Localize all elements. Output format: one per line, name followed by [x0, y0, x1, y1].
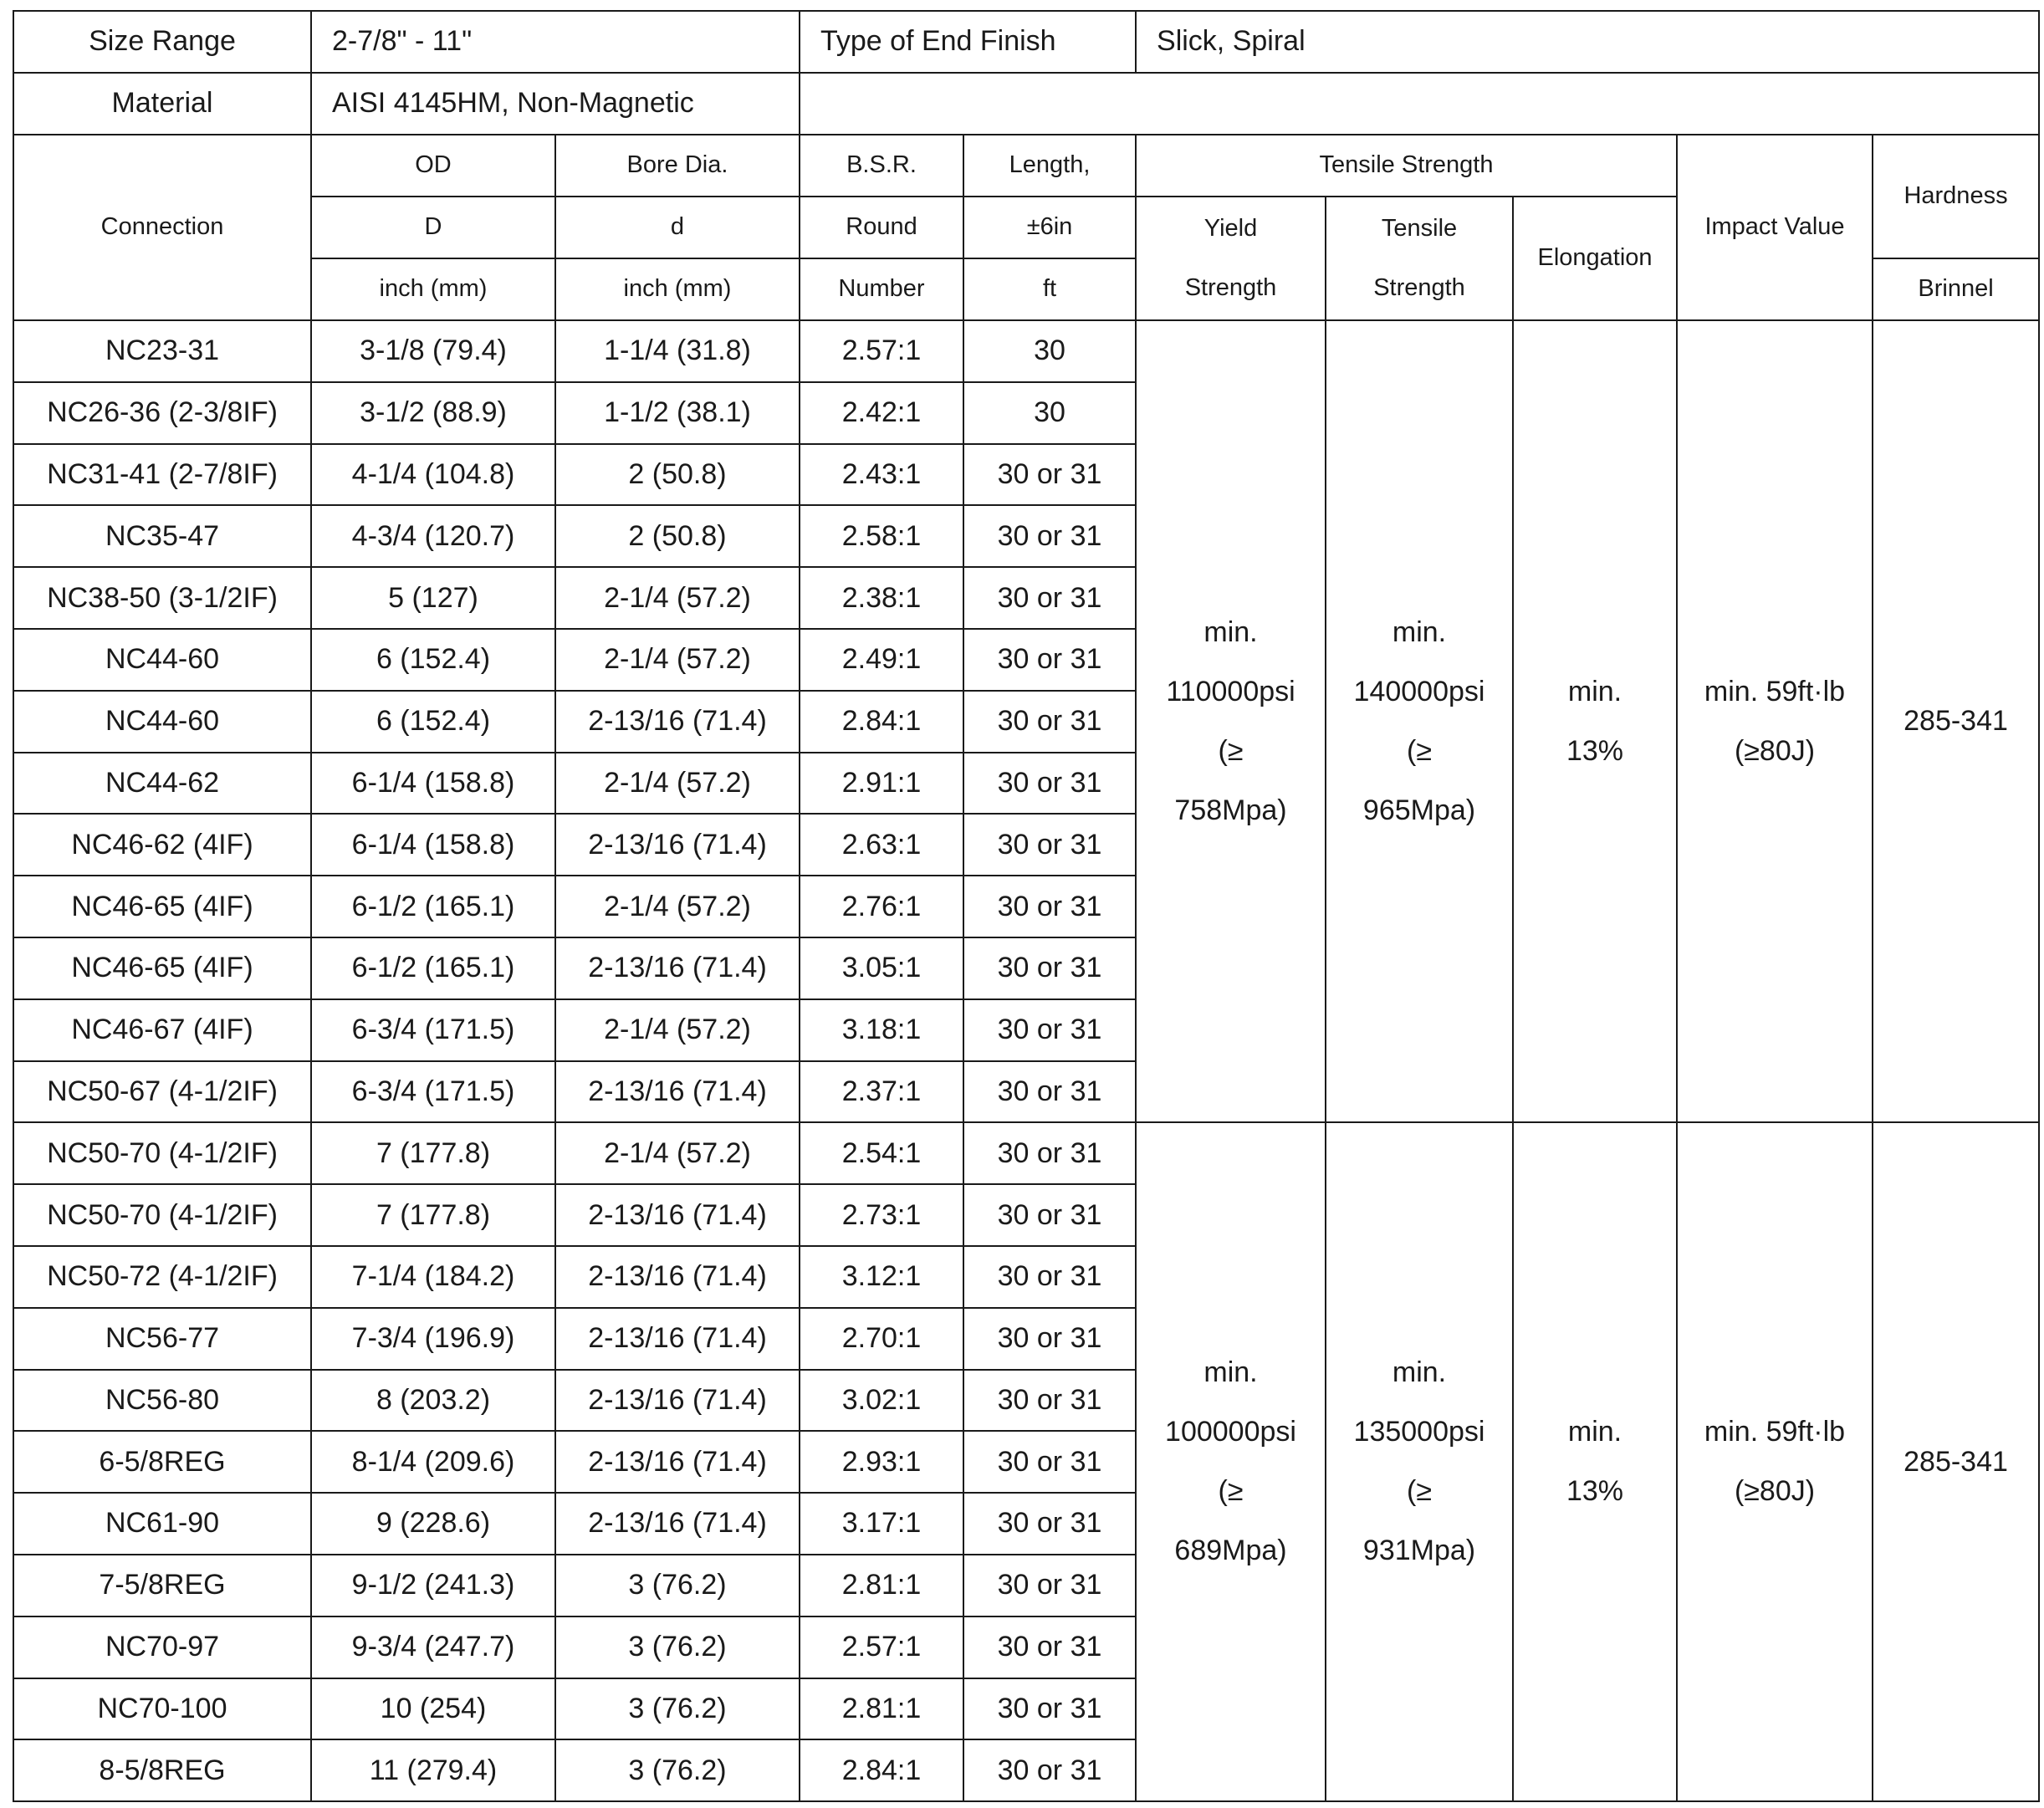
- connection-cell: NC35-47: [13, 505, 311, 567]
- length-cell: 30 or 31: [963, 691, 1136, 753]
- yield-line: 110000psi: [1166, 675, 1295, 707]
- col-od-unit: inch (mm): [311, 258, 555, 320]
- od-cell: 6 (152.4): [311, 629, 555, 691]
- col-impact: Impact Value: [1677, 135, 1873, 320]
- length-cell: 30 or 31: [963, 937, 1136, 999]
- connection-cell: NC70-97: [13, 1616, 311, 1678]
- impact-line: min. 59ft·lb: [1704, 1416, 1846, 1448]
- bore-cell: 2-1/4 (57.2): [555, 753, 800, 815]
- bsr-cell: 3.12:1: [800, 1246, 963, 1308]
- connection-cell: NC46-65 (4IF): [13, 876, 311, 937]
- connection-cell: 7-5/8REG: [13, 1555, 311, 1616]
- bore-cell: 2-13/16 (71.4): [555, 1493, 800, 1555]
- yield-line: (≥: [1218, 1475, 1244, 1508]
- length-cell: 30 or 31: [963, 1061, 1136, 1123]
- bore-cell: 2-13/16 (71.4): [555, 1184, 800, 1246]
- bore-cell: 2-13/16 (71.4): [555, 691, 800, 753]
- od-cell: 9-3/4 (247.7): [311, 1616, 555, 1678]
- od-cell: 5 (127): [311, 567, 555, 629]
- hardness-cell: 285-341: [1873, 1122, 2039, 1801]
- bsr-cell: 2.49:1: [800, 629, 963, 691]
- col-length: Length,: [963, 135, 1136, 197]
- length-cell: 30 or 31: [963, 1616, 1136, 1678]
- bsr-cell: 3.02:1: [800, 1370, 963, 1432]
- od-cell: 6-1/4 (158.8): [311, 753, 555, 815]
- table-row: [13, 1122, 2039, 1184]
- hardness-cell: 285-341: [1873, 320, 2039, 1122]
- length-cell: 30 or 31: [963, 1246, 1136, 1308]
- connection-cell: NC50-70 (4-1/2IF): [13, 1122, 311, 1184]
- size-range-value: 2-7/8" - 11": [311, 11, 800, 73]
- bore-cell: 1-1/2 (38.1): [555, 382, 800, 444]
- col-bore: Bore Dia.: [555, 135, 800, 197]
- col-bsr: B.S.R.: [800, 135, 963, 197]
- bsr-cell: 2.84:1: [800, 691, 963, 753]
- bore-cell: 2-13/16 (71.4): [555, 1431, 800, 1493]
- col-yield-line1: Yield: [1203, 215, 1258, 242]
- bore-cell: 3 (76.2): [555, 1555, 800, 1616]
- connection-cell: NC50-70 (4-1/2IF): [13, 1184, 311, 1246]
- od-cell: 7 (177.8): [311, 1122, 555, 1184]
- impact-value-cell: [1677, 320, 1873, 1122]
- col-od: OD: [311, 135, 555, 197]
- od-cell: 8-1/4 (209.6): [311, 1431, 555, 1493]
- bsr-cell: 2.38:1: [800, 567, 963, 629]
- tensile-strength-cell: [1326, 1122, 1513, 1801]
- od-cell: 4-1/4 (104.8): [311, 444, 555, 506]
- bsr-cell: 3.18:1: [800, 999, 963, 1061]
- length-cell: 30 or 31: [963, 1739, 1136, 1801]
- col-length-tolerance: ±6in: [963, 197, 1136, 258]
- yield-line: 100000psi: [1165, 1416, 1296, 1448]
- col-yield-strength: [1136, 197, 1326, 320]
- column-header-row-1: [13, 135, 2039, 197]
- od-cell: 6 (152.4): [311, 691, 555, 753]
- size-range-row: [13, 11, 2039, 73]
- length-cell: 30 or 31: [963, 1493, 1136, 1555]
- bsr-cell: 2.81:1: [800, 1555, 963, 1616]
- connection-cell: NC44-60: [13, 629, 311, 691]
- od-cell: 7 (177.8): [311, 1184, 555, 1246]
- col-hardness: Hardness: [1873, 135, 2039, 258]
- size-range-label: Size Range: [13, 11, 311, 73]
- elongation-line: 13%: [1566, 1475, 1624, 1508]
- od-cell: 3-1/8 (79.4): [311, 320, 555, 382]
- col-tensile-line2: Strength: [1373, 274, 1465, 301]
- tensile-line: 140000psi: [1353, 675, 1485, 707]
- material-blank-cell: [800, 73, 2039, 135]
- bsr-cell: 2.63:1: [800, 814, 963, 876]
- connection-cell: NC44-62: [13, 753, 311, 815]
- bsr-cell: 2.93:1: [800, 1431, 963, 1493]
- col-yield-line2: Strength: [1184, 274, 1277, 301]
- bore-cell: 3 (76.2): [555, 1678, 800, 1740]
- bsr-cell: 2.37:1: [800, 1061, 963, 1123]
- connection-cell: 8-5/8REG: [13, 1739, 311, 1801]
- tensile-line: min.: [1392, 1356, 1447, 1389]
- tensile-line: 965Mpa): [1362, 794, 1476, 826]
- bsr-cell: 2.54:1: [800, 1122, 963, 1184]
- bsr-cell: 2.42:1: [800, 382, 963, 444]
- length-cell: 30 or 31: [963, 1308, 1136, 1370]
- connection-cell: NC26-36 (2-3/8IF): [13, 382, 311, 444]
- length-cell: 30 or 31: [963, 1122, 1136, 1184]
- impact-value-cell: [1677, 1122, 1873, 1801]
- bsr-cell: 2.43:1: [800, 444, 963, 506]
- col-bsr-line2: Round: [800, 197, 963, 258]
- col-elongation: Elongation: [1513, 197, 1677, 320]
- yield-line: min.: [1203, 1356, 1258, 1389]
- material-value: AISI 4145HM, Non-Magnetic: [311, 73, 800, 135]
- bore-cell: 2-13/16 (71.4): [555, 937, 800, 999]
- length-cell: 30 or 31: [963, 1370, 1136, 1432]
- yield-line: min.: [1203, 615, 1258, 648]
- bore-cell: 3 (76.2): [555, 1616, 800, 1678]
- tensile-line: min.: [1392, 615, 1447, 648]
- end-finish-value: Slick, Spiral: [1136, 11, 2039, 73]
- connection-cell: NC70-100: [13, 1678, 311, 1740]
- bsr-cell: 3.05:1: [800, 937, 963, 999]
- length-cell: 30 or 31: [963, 814, 1136, 876]
- od-cell: 3-1/2 (88.9): [311, 382, 555, 444]
- connection-cell: NC46-65 (4IF): [13, 937, 311, 999]
- bore-cell: 2-1/4 (57.2): [555, 876, 800, 937]
- length-cell: 30 or 31: [963, 1184, 1136, 1246]
- bsr-cell: 2.84:1: [800, 1739, 963, 1801]
- connection-cell: NC38-50 (3-1/2IF): [13, 567, 311, 629]
- elongation-cell: [1513, 1122, 1677, 1801]
- tensile-strength-cell: [1326, 320, 1513, 1122]
- col-bore-unit: inch (mm): [555, 258, 800, 320]
- connection-cell: NC23-31: [13, 320, 311, 382]
- od-cell: 7-1/4 (184.2): [311, 1246, 555, 1308]
- elongation-line: 13%: [1566, 734, 1624, 767]
- col-bore-symbol: d: [555, 197, 800, 258]
- col-length-unit: ft: [963, 258, 1136, 320]
- length-cell: 30 or 31: [963, 1678, 1136, 1740]
- bore-cell: 2-1/4 (57.2): [555, 999, 800, 1061]
- connection-cell: NC61-90: [13, 1493, 311, 1555]
- connection-cell: NC46-67 (4IF): [13, 999, 311, 1061]
- length-cell: 30: [963, 320, 1136, 382]
- yield-strength-cell: [1136, 320, 1326, 1122]
- connection-cell: NC31-41 (2-7/8IF): [13, 444, 311, 506]
- od-cell: 9-1/2 (241.3): [311, 1555, 555, 1616]
- material-label: Material: [13, 73, 311, 135]
- od-cell: 6-3/4 (171.5): [311, 999, 555, 1061]
- bore-cell: 2 (50.8): [555, 505, 800, 567]
- bore-cell: 2-1/4 (57.2): [555, 629, 800, 691]
- bsr-cell: 2.81:1: [800, 1678, 963, 1740]
- bsr-cell: 2.91:1: [800, 753, 963, 815]
- od-cell: 7-3/4 (196.9): [311, 1308, 555, 1370]
- length-cell: 30 or 31: [963, 1555, 1136, 1616]
- col-tensile-group: Tensile Strength: [1136, 135, 1677, 197]
- bore-cell: 2 (50.8): [555, 444, 800, 506]
- length-cell: 30 or 31: [963, 876, 1136, 937]
- col-connection: Connection: [13, 135, 311, 320]
- col-bsr-line3: Number: [800, 258, 963, 320]
- yield-line: 758Mpa): [1174, 794, 1287, 826]
- length-cell: 30 or 31: [963, 1431, 1136, 1493]
- length-cell: 30 or 31: [963, 505, 1136, 567]
- bsr-cell: 2.57:1: [800, 320, 963, 382]
- connection-cell: 6-5/8REG: [13, 1431, 311, 1493]
- impact-line: (≥80J): [1734, 1475, 1816, 1508]
- od-cell: 4-3/4 (120.7): [311, 505, 555, 567]
- impact-line: min. 59ft·lb: [1704, 675, 1846, 707]
- spec-table: [13, 10, 2040, 1802]
- length-cell: 30: [963, 382, 1136, 444]
- bsr-cell: 3.17:1: [800, 1493, 963, 1555]
- od-cell: 6-1/4 (158.8): [311, 814, 555, 876]
- tensile-line: (≥: [1407, 734, 1432, 767]
- bsr-cell: 2.73:1: [800, 1184, 963, 1246]
- bsr-cell: 2.57:1: [800, 1616, 963, 1678]
- connection-cell: NC50-67 (4-1/2IF): [13, 1061, 311, 1123]
- elongation-line: min.: [1567, 1416, 1622, 1448]
- bsr-cell: 2.58:1: [800, 505, 963, 567]
- bore-cell: 2-13/16 (71.4): [555, 1308, 800, 1370]
- elongation-line: min.: [1567, 675, 1622, 707]
- yield-strength-cell: [1136, 1122, 1326, 1801]
- od-cell: 6-1/2 (165.1): [311, 876, 555, 937]
- yield-line: (≥: [1218, 734, 1244, 767]
- length-cell: 30 or 31: [963, 444, 1136, 506]
- bore-cell: 2-13/16 (71.4): [555, 1061, 800, 1123]
- bore-cell: 3 (76.2): [555, 1739, 800, 1801]
- material-row: [13, 73, 2039, 135]
- od-cell: 6-3/4 (171.5): [311, 1061, 555, 1123]
- tensile-line: 135000psi: [1353, 1416, 1485, 1448]
- bore-cell: 2-1/4 (57.2): [555, 567, 800, 629]
- col-tensile-strength: [1326, 197, 1513, 320]
- elongation-cell: [1513, 320, 1677, 1122]
- end-finish-label: Type of End Finish: [800, 11, 1136, 73]
- table-row: [13, 320, 2039, 382]
- bore-cell: 2-13/16 (71.4): [555, 1246, 800, 1308]
- tensile-line: 931Mpa): [1362, 1535, 1476, 1567]
- bore-cell: 2-1/4 (57.2): [555, 1122, 800, 1184]
- connection-cell: NC44-60: [13, 691, 311, 753]
- od-cell: 8 (203.2): [311, 1370, 555, 1432]
- bsr-cell: 2.70:1: [800, 1308, 963, 1370]
- col-tensile-line1: Tensile: [1381, 215, 1458, 242]
- length-cell: 30 or 31: [963, 999, 1136, 1061]
- length-cell: 30 or 31: [963, 629, 1136, 691]
- col-hardness-unit: Brinnel: [1873, 258, 2039, 320]
- od-cell: 6-1/2 (165.1): [311, 937, 555, 999]
- length-cell: 30 or 31: [963, 567, 1136, 629]
- bore-cell: 1-1/4 (31.8): [555, 320, 800, 382]
- col-od-symbol: D: [311, 197, 555, 258]
- yield-line: 689Mpa): [1174, 1535, 1287, 1567]
- bore-cell: 2-13/16 (71.4): [555, 1370, 800, 1432]
- connection-cell: NC56-77: [13, 1308, 311, 1370]
- tensile-line: (≥: [1407, 1475, 1432, 1508]
- connection-cell: NC46-62 (4IF): [13, 814, 311, 876]
- od-cell: 9 (228.6): [311, 1493, 555, 1555]
- bsr-cell: 2.76:1: [800, 876, 963, 937]
- connection-cell: NC50-72 (4-1/2IF): [13, 1246, 311, 1308]
- od-cell: 10 (254): [311, 1678, 555, 1740]
- impact-line: (≥80J): [1734, 734, 1816, 767]
- od-cell: 11 (279.4): [311, 1739, 555, 1801]
- length-cell: 30 or 31: [963, 753, 1136, 815]
- bore-cell: 2-13/16 (71.4): [555, 814, 800, 876]
- connection-cell: NC56-80: [13, 1370, 311, 1432]
